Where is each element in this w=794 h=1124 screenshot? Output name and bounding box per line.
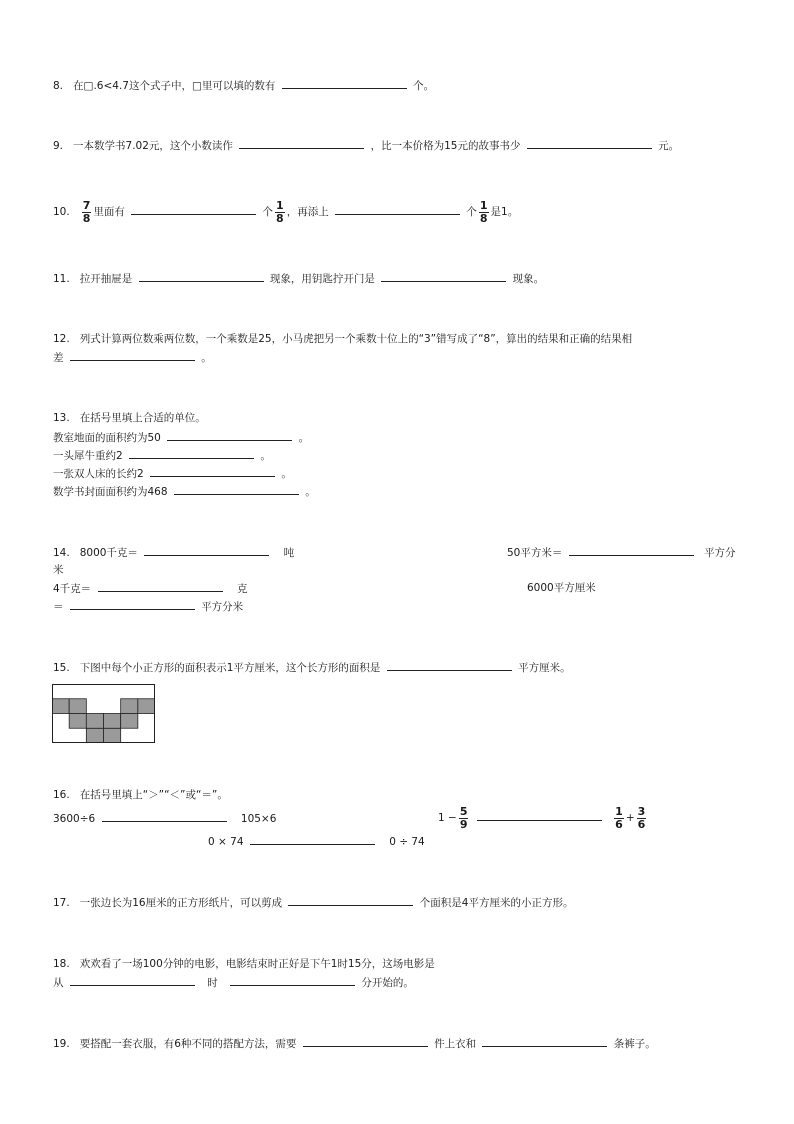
answer-blank[interactable]	[70, 599, 195, 610]
answer-blank[interactable]	[98, 581, 223, 592]
answer-blank[interactable]	[144, 545, 269, 556]
compare-a	[53, 811, 276, 826]
q13-item	[53, 430, 309, 445]
shaded-square	[86, 714, 103, 729]
expression-left: 0 × 74	[208, 836, 244, 848]
question-text: 一本数学书7.02元，这个小数读作	[73, 140, 233, 152]
answer-blank[interactable]	[477, 810, 602, 821]
answer-blank[interactable]	[335, 204, 460, 215]
conversion-text: 4千克＝	[53, 583, 92, 595]
question-title: 在括号里填上“＞”“＜”或“＝”。	[79, 789, 228, 801]
question-text: 时	[207, 977, 218, 989]
conversion-text: 8000千克＝	[79, 547, 138, 559]
question-text: 拉开抽屉是	[79, 273, 133, 285]
question-text-end: 平方厘米。	[518, 662, 571, 674]
question-14-b	[507, 545, 736, 560]
fraction: $\frac{5}{9}$	[459, 804, 468, 831]
expression-right: 105×6	[240, 813, 277, 825]
question-text: 要搭配一套衣服，有6种不同的搭配方法，需要	[79, 1038, 297, 1050]
shaded-square	[138, 699, 155, 714]
shaded-square	[52, 699, 69, 714]
question-14-b-wrap	[53, 563, 64, 577]
compare-b	[438, 803, 648, 833]
answer-blank[interactable]	[131, 204, 256, 215]
shaded-square	[104, 714, 121, 729]
question-14-a	[53, 545, 294, 560]
answer-blank[interactable]	[70, 350, 195, 361]
unit: 克	[236, 583, 248, 595]
question-text: 一张边长为16厘米的正方形纸片，可以剪成	[79, 897, 283, 909]
fraction: $\frac{1}{8}$	[479, 198, 488, 225]
answer-blank[interactable]	[303, 1036, 428, 1047]
question-9	[53, 138, 679, 153]
unit-wrap: 米	[53, 564, 64, 576]
answer-blank[interactable]	[139, 271, 264, 282]
answer-blank[interactable]	[230, 975, 355, 986]
shaded-square	[104, 728, 121, 743]
compare-c	[208, 834, 425, 849]
answer-blank[interactable]	[167, 430, 292, 441]
answer-blank[interactable]	[482, 1036, 607, 1047]
question-text: 件上衣和	[434, 1038, 477, 1050]
answer-blank[interactable]	[239, 138, 364, 149]
question-8	[53, 78, 434, 93]
plus-sign: +	[625, 812, 635, 824]
q13-item	[53, 484, 316, 499]
item-end: 。	[305, 486, 316, 498]
question-text: 下图中每个小正方形的面积表示1平方厘米，这个长方形的面积是	[79, 662, 381, 674]
expression-left: 1 −	[438, 812, 457, 824]
shaded-square	[121, 714, 138, 729]
question-text: 里面有	[93, 206, 125, 218]
q13-item	[53, 448, 271, 463]
unit: 平方分	[704, 547, 736, 559]
question-text-end: 条裤子。	[613, 1038, 656, 1050]
expression-left: 3600÷6	[53, 813, 96, 825]
fraction: $\frac{3}{6}$	[637, 804, 646, 831]
shaded-square	[86, 728, 103, 743]
answer-blank[interactable]	[102, 811, 227, 822]
question-number: 16.	[53, 789, 70, 801]
question-number: 13.	[53, 412, 70, 424]
answer-blank[interactable]	[288, 895, 413, 906]
question-text-end: 现象。	[512, 273, 545, 285]
unit: 平方分米	[201, 601, 244, 613]
fraction: $\frac{7}{8}$	[82, 198, 91, 225]
question-number: 18.	[53, 958, 70, 970]
question-12	[53, 332, 632, 346]
answer-blank[interactable]	[282, 78, 407, 89]
question-text: 从	[53, 977, 64, 989]
question-12-line2	[53, 350, 212, 365]
question-number: 14.	[53, 547, 70, 559]
question-15	[53, 660, 571, 675]
answer-blank[interactable]	[381, 271, 506, 282]
unit: 吨	[283, 547, 295, 559]
question-13	[53, 411, 206, 425]
question-text-end: 个。	[413, 80, 435, 92]
question-title: 在括号里填上合适的单位。	[79, 412, 206, 424]
question-text-end: 。	[201, 352, 212, 364]
item-text: 一头犀牛重约2	[53, 450, 123, 462]
question-text: ，比一本价格为15元的故事书少	[370, 140, 521, 152]
question-number: 19.	[53, 1038, 70, 1050]
question-number: 11.	[53, 273, 70, 285]
question-14-d-wrap	[53, 599, 243, 614]
question-number: 17.	[53, 897, 70, 909]
question-18-line2	[53, 975, 414, 990]
question-17	[53, 895, 573, 910]
item-end: 。	[298, 432, 310, 444]
answer-blank[interactable]	[70, 975, 195, 986]
answer-blank[interactable]	[569, 545, 694, 556]
shaded-square	[69, 714, 86, 729]
question-text: ，再添上	[286, 206, 329, 218]
question-number: 15.	[53, 662, 70, 674]
item-end: 。	[260, 450, 271, 462]
question-number: 10.	[53, 206, 70, 218]
question-text: 差	[53, 352, 64, 364]
answer-blank[interactable]	[129, 448, 254, 459]
answer-blank[interactable]	[387, 660, 512, 671]
answer-blank[interactable]	[150, 466, 275, 477]
conversion-text: 6000平方厘米	[527, 582, 596, 594]
question-text: 现象，用钥匙拧开门是	[269, 273, 375, 285]
question-text-end: 个面积是4平方厘米的小正方形。	[419, 897, 574, 909]
question-text-end: 分开始的。	[361, 977, 414, 989]
question-number: 9.	[53, 140, 64, 152]
question-number: 8.	[53, 80, 64, 92]
question-14-c	[53, 581, 247, 596]
question-text: 个	[262, 206, 274, 218]
fraction: $\frac{1}{6}$	[615, 804, 623, 831]
question-text-end: 元。	[658, 140, 680, 152]
question-19	[53, 1036, 656, 1051]
question-number: 12.	[53, 333, 70, 345]
question-text: 列式计算两位数乘两位数，一个乘数是25，小马虎把另一个乘数十位上的“3”错写成了“8”，算出的结果和正确的结果相	[79, 333, 633, 345]
expression-right: 0 ÷ 74	[389, 836, 425, 848]
question-text: 个	[466, 206, 477, 218]
question-14-d	[527, 581, 596, 595]
equals-sign: ＝	[53, 601, 64, 613]
item-end: 。	[281, 468, 292, 480]
staircase-grid-figure	[52, 684, 155, 743]
item-text: 数学书封面面积约为468	[53, 486, 168, 498]
answer-blank[interactable]	[527, 138, 652, 149]
fraction: $\frac{1}{8}$	[276, 198, 284, 225]
answer-blank[interactable]	[174, 484, 299, 495]
question-text: 在□.6<4.7这个式子中，□里可以填的数有	[73, 80, 276, 92]
item-text: 一张双人床的长约2	[53, 468, 144, 480]
shaded-square	[69, 699, 86, 714]
question-18	[53, 957, 435, 971]
shaded-square	[121, 699, 138, 714]
conversion-text: 50平方米＝	[507, 547, 563, 559]
answer-blank[interactable]	[250, 834, 375, 845]
question-16	[53, 788, 228, 802]
item-text: 教室地面的面积约为50	[53, 432, 161, 444]
question-text: 欢欢看了一场100分钟的电影，电影结束时正好是下午1时15分，这场电影是	[79, 958, 435, 970]
question-10	[53, 198, 518, 226]
q13-item	[53, 466, 292, 481]
question-11	[53, 271, 544, 286]
question-text-end: 是1。	[490, 206, 519, 218]
